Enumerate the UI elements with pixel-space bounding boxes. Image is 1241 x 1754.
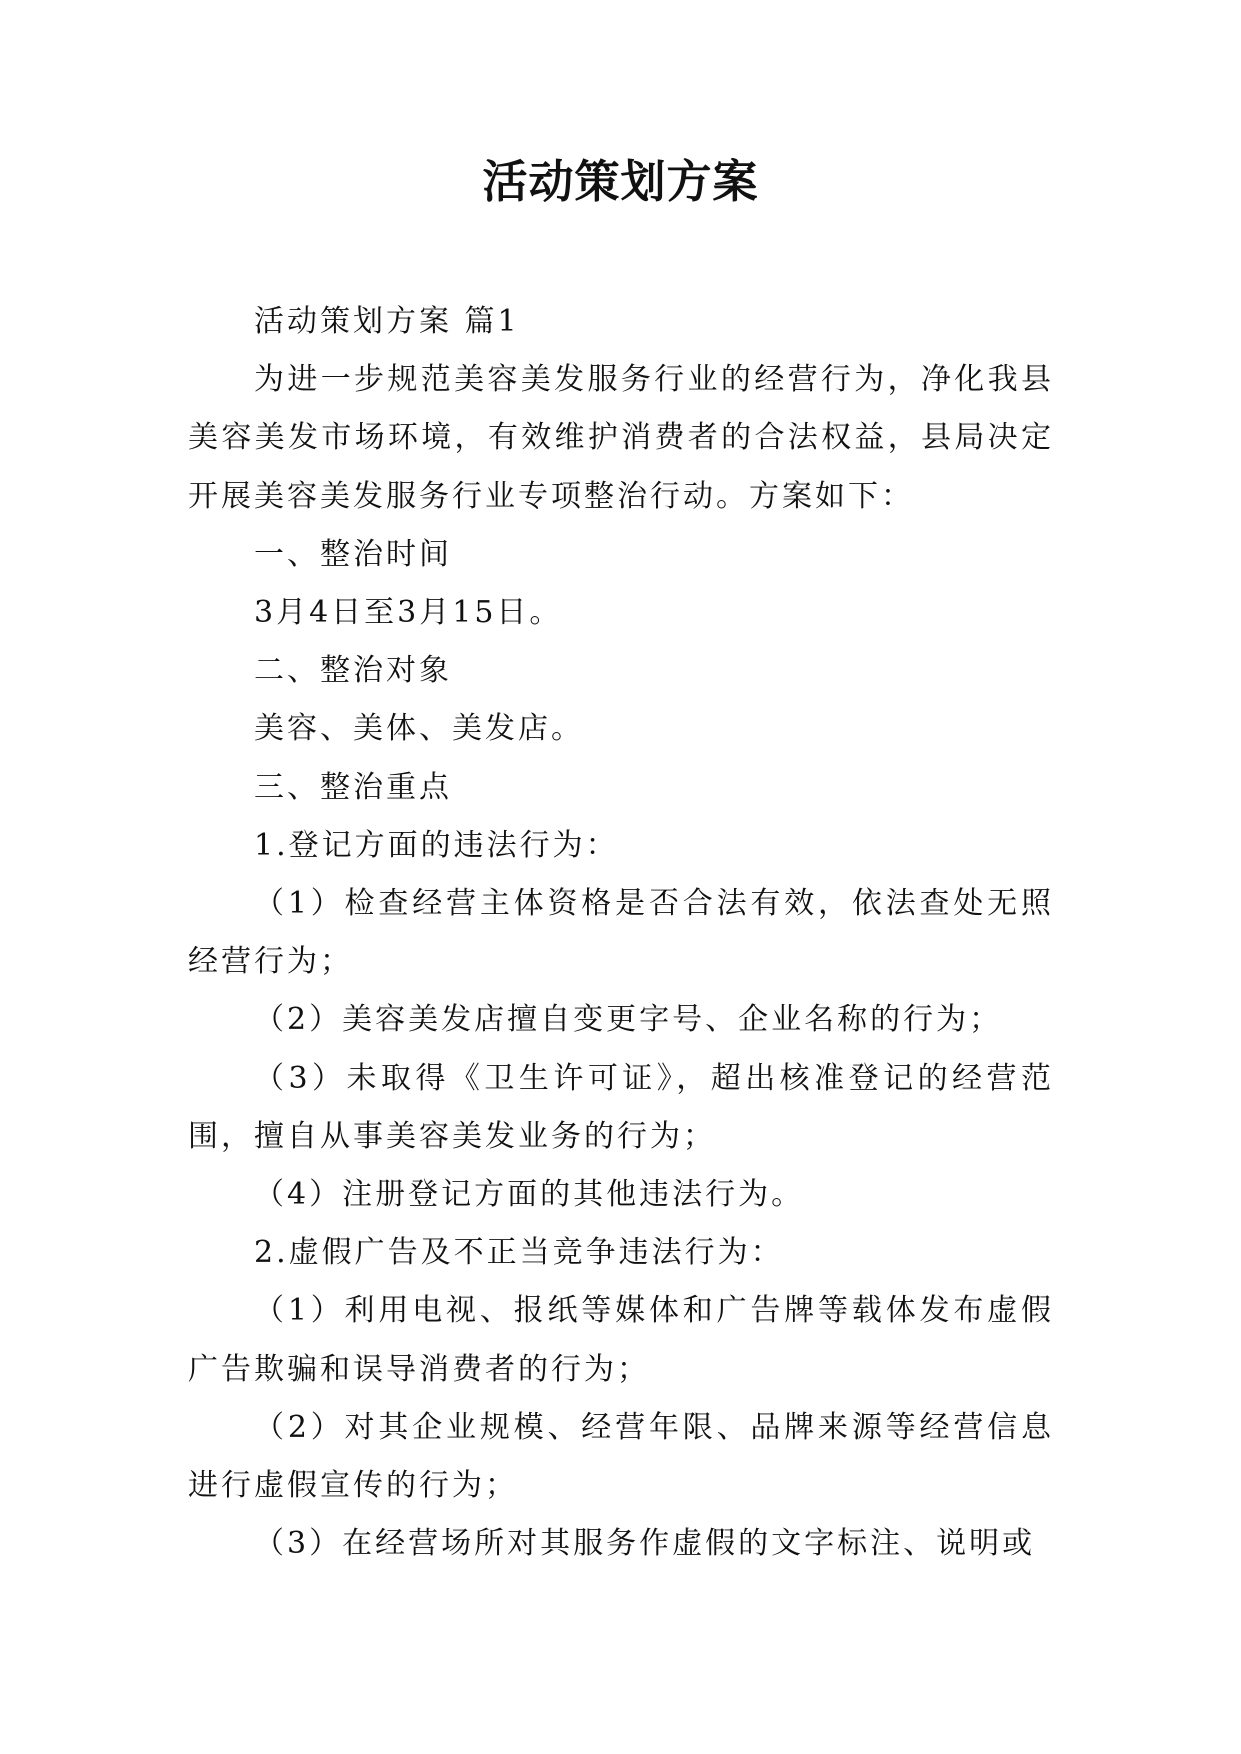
focus-item-2-sub-2: （2）对其企业规模、经营年限、品牌来源等经营信息进行虚假宣传的行为； — [188, 1409, 1054, 1504]
focus-item-2-sub-3: （3）在经营场所对其服务作虚假的文字标注、说明或 — [254, 1526, 1036, 1562]
document-body — [188, 293, 1054, 1573]
target-value: 美容、美体、美发店。 — [254, 711, 584, 747]
time-value: 3月4日至3月15日。 — [254, 595, 563, 631]
focus-item-2-sub-1: （1）利用电视、报纸等媒体和广告牌等载体发布虚假广告欺骗和误导消费者的行为； — [188, 1293, 1054, 1387]
focus-item-1: 1.登记方面的违法行为： — [254, 827, 619, 863]
heading-focus: 三、整治重点 — [254, 769, 452, 805]
section-heading: 活动策划方案 篇1 — [254, 304, 520, 339]
focus-item-1-sub-2: （2）美容美发店擅自变更字号、企业名称的行为； — [254, 1002, 1003, 1038]
focus-item-1-sub-3: （3）未取得《卫生许可证》，超出核准登记的经营范围，擅自从事美容美发业务的行为； — [188, 1060, 1054, 1154]
focus-item-1-sub-4: （4）注册登记方面的其他违法行为。 — [254, 1177, 805, 1213]
intro-paragraph: 为进一步规范美容美发服务行业的经营行为，净化我县美容美发市场环境，有效维护消费者的合法权益，县局决定开展美容美发服务行业专项整治行动。方案如下： — [188, 362, 1054, 514]
heading-target: 二、整治对象 — [254, 653, 452, 689]
heading-time: 一、整治时间 — [254, 536, 452, 572]
focus-item-2: 2.虚假广告及不正当竞争违法行为： — [254, 1235, 784, 1271]
focus-item-1-sub-1: （1）检查经营主体资格是否合法有效，依法查处无照经营行为； — [188, 886, 1054, 980]
document-title: 活动策划方案 — [482, 155, 759, 208]
